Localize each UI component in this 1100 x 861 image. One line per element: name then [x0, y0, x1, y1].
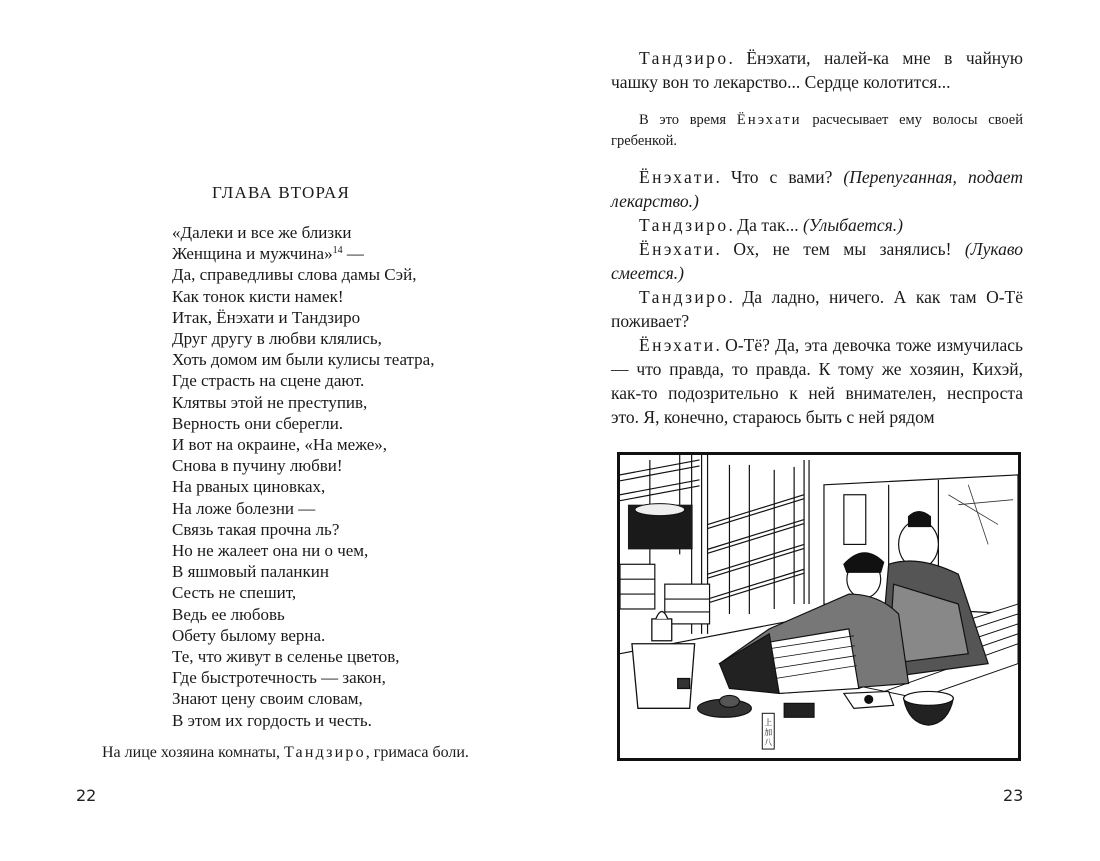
stage-direction-inline: (Лукаво смеется.): [611, 239, 1023, 283]
dialogue-line: Ёнэхати. О-Тё? Да, эта девочка тоже измучилась — что правда, то правда. К тому же хозяин, Кихэй, как-то подозрительно к ней внимателен, неспроста это. Я, конечно, стараюсь быть с ней рядом: [611, 335, 1023, 427]
poem-line: На рваных циновках,: [172, 477, 326, 497]
poem-line: В яшмовый паланкин: [172, 562, 329, 582]
poem-line: На ложе болезни —: [172, 498, 316, 518]
poem-line: В этом их гордость и честь.: [172, 710, 372, 730]
poem-line: Обету былому верна.: [172, 625, 326, 645]
woodblock-illustration: [617, 452, 1021, 761]
poem-line: Ведь ее любовь: [172, 604, 285, 624]
illustration-image: [620, 455, 1018, 758]
dialogue-line: Тандзиро. Да ладно, ничего. А как там О-Тё поживает?: [611, 287, 1023, 331]
dialogue-block: [611, 46, 1023, 94]
stage-direction-inline: (Улыбается.): [802, 215, 903, 235]
svg-text:加: 加: [764, 728, 773, 738]
poem-line: Женщина и мужчина»$^{14}$ —: [172, 244, 364, 264]
speaker-name: Тандзиро: [639, 287, 729, 307]
chapter-title: ГЛАВА ВТОРАЯ: [212, 183, 350, 202]
stage-direction: На лице хозяина комнаты, Тандзиро, гримаса боли.: [102, 744, 469, 761]
poem-line: Знают цену своим словам,: [172, 689, 363, 709]
poem-line: Те, что живут в селенье цветов,: [172, 647, 400, 667]
page-number: 23: [1003, 786, 1024, 805]
poem-line: Клятвы этой не преступив,: [172, 392, 368, 412]
character-name: Ёнэхати: [736, 112, 802, 128]
dialogue-line: Тандзиро. Ёнэхати, налей-ка мне в чайную чашку вон то лекарство... Сердце колотится...: [611, 48, 1023, 92]
footnote-marker[interactable]: 14: [332, 245, 343, 257]
poem-line: И вот на окраине, «На меже»,: [172, 435, 388, 455]
dialogue-line: Ёнэхати. Что с вами? (Перепуганная, подает лекарство.): [611, 167, 1023, 211]
page-number: 22: [76, 786, 97, 805]
poem-line: Хоть домом им были кулисы театра,: [172, 350, 435, 370]
poem-line: Где быстротечность — закон,: [172, 668, 386, 688]
poem-line: Снова в пучину любви!: [172, 456, 343, 476]
poem-line: Друг другу в любви клялись,: [172, 329, 382, 349]
dialogue-block: [611, 165, 1023, 429]
speaker-name: Ёнэхати: [639, 239, 716, 259]
character-name: Тандзиро: [283, 744, 366, 761]
stage-direction-block: [611, 110, 1023, 151]
speaker-name: Тандзиро: [639, 48, 729, 68]
poem-line: Верность они сберегли.: [172, 413, 344, 433]
speaker-name: Ёнэхати: [639, 167, 716, 187]
stage-direction-inline: (Перепуганная, подает лекарство.): [611, 167, 1023, 211]
poem-line: «Далеки и все же близки: [172, 223, 352, 242]
right-page: [550, 0, 1100, 861]
poem-line: Да, справедливы слова дамы Сэй,: [172, 265, 417, 285]
poem-line: Итак, Ёнэхати и Тандзиро: [172, 307, 361, 327]
svg-text:上: 上: [764, 718, 773, 728]
poem-line: Где страсть на сцене дают.: [172, 371, 365, 391]
dialogue-line: Тандзиро. Да так... (Улыбается.): [639, 215, 903, 235]
speaker-name: Тандзиро: [639, 215, 729, 235]
svg-text:八: 八: [764, 738, 773, 748]
poem-line: Но не жалеет она ни о чем,: [172, 541, 369, 561]
poem-line: Связь такая прочна ль?: [172, 519, 340, 539]
poem: [172, 222, 434, 731]
poem-line: Как тонок кисти намек!: [172, 286, 344, 306]
dialogue-line: Ёнэхати. Ох, не тем мы занялись! (Лукаво смеется.): [611, 239, 1023, 283]
stage-direction: В это время Ёнэхати расчесывает ему волосы своей гребенкой.: [611, 112, 1024, 149]
poem-line: Сесть не спешит,: [172, 583, 297, 603]
speaker-name: Ёнэхати: [639, 335, 716, 355]
